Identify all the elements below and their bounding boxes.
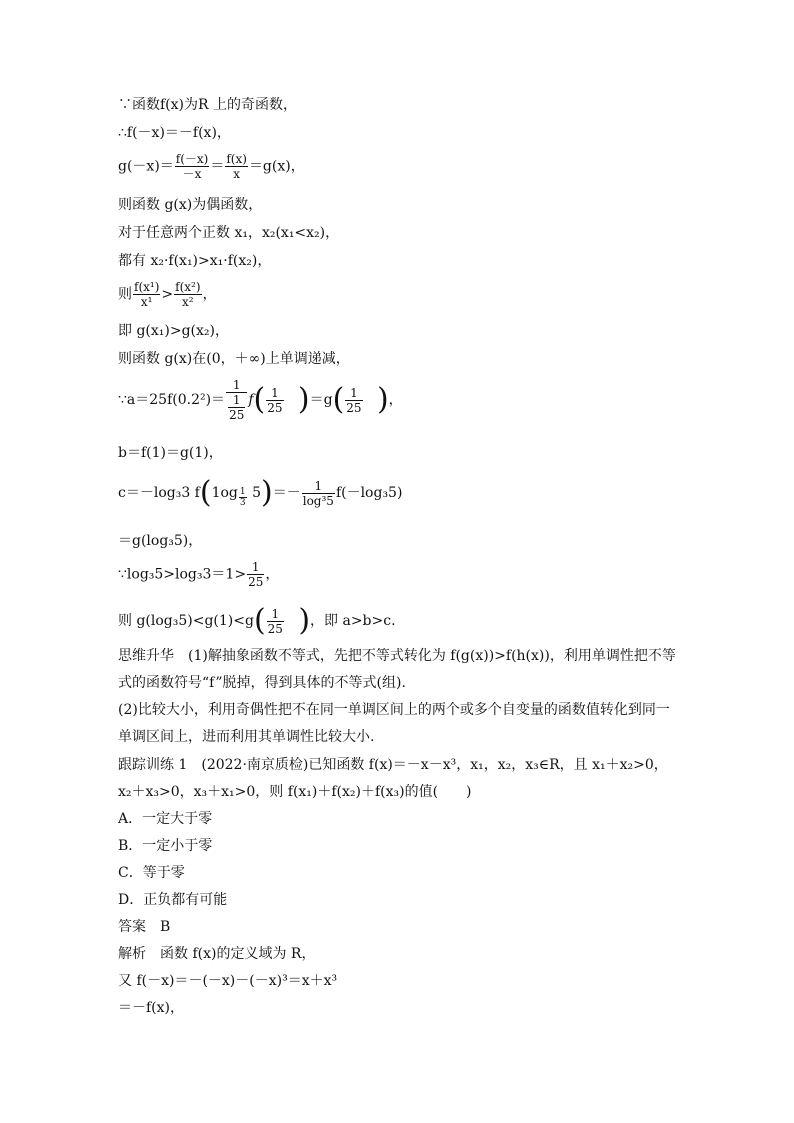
- fraction-numerator: 1: [266, 386, 283, 401]
- text-line: 都有 x₂·f(x₁)>x₁·f(x₂)，: [118, 253, 272, 269]
- text-line: 即 g(x₁)>g(x₂)，: [118, 323, 229, 339]
- eq-text: 则: [118, 286, 132, 303]
- text-line: ∴f(－x)＝－f(x)，: [118, 125, 231, 141]
- summary-paragraph-1: 思维升华 (1)解抽象函数不等式，先把不等式转化为 f(g(x))>f(h(x))，利用单调性把不等式的函数符号“f”脱掉，得到具体的不等式(组).: [118, 648, 676, 691]
- fraction: [225, 152, 248, 181]
- paren: (: [253, 382, 266, 417]
- eq-text: g(－x)＝: [118, 158, 174, 175]
- fraction-denominator: 25: [267, 621, 283, 636]
- eq-text: 1og: [211, 485, 238, 501]
- equation-g-neg-x: [118, 152, 305, 181]
- text-line: 对于任意两个正数 x₁，x₂(x₁<x₂)，: [118, 225, 340, 241]
- option-a: A．一定大于零: [118, 811, 213, 827]
- fraction-denominator: 25: [346, 400, 362, 415]
- eq-text: f(－log₃5): [335, 485, 403, 501]
- fraction-denominator: 25: [229, 408, 245, 422]
- fraction-denominator: x²: [182, 295, 194, 309]
- fraction: [247, 560, 264, 589]
- equation-c: [118, 475, 403, 510]
- text-line: 又 f(－x)＝－(－x)－(－x)³＝x＋x³: [118, 973, 338, 989]
- text-line: 则函数 g(x)在(0，＋∞)上单调递减，: [118, 351, 350, 367]
- eq-text: ，: [388, 392, 403, 408]
- fraction: [302, 479, 335, 508]
- paren: ): [297, 382, 310, 417]
- fraction-denominator: 3: [239, 498, 246, 508]
- fraction-numerator: 1: [302, 479, 335, 494]
- paren: ): [376, 382, 389, 417]
- fraction-numerator: f(x²): [175, 280, 201, 294]
- equation-conclusion: [118, 603, 396, 638]
- fraction-denominator: 25: [248, 575, 264, 589]
- option-d: D．正负都有可能: [118, 892, 228, 908]
- eq-text: 则 g(log₃5)<g(1)<g: [118, 613, 254, 629]
- text-line: ＝－f(x)，: [118, 1000, 185, 1016]
- eq-text: ，: [265, 566, 280, 583]
- eq-text: ，即 a>b>c.: [310, 613, 396, 629]
- answer-line: 答案 B: [118, 919, 171, 935]
- fraction: [267, 607, 284, 636]
- equation-a: [118, 378, 403, 422]
- eq-text: ∵log₃5>log₃3＝1>: [118, 566, 247, 583]
- fraction-numerator: f(x¹): [134, 280, 160, 294]
- fraction-numerator: 1: [228, 393, 245, 408]
- summary-paragraph-2: (2)比较大小，利用奇偶性把不在同一单调区间上的两个或多个自变量的函数值转化到同一单调区间上，进而利用其单调性比较大小.: [118, 702, 670, 745]
- fraction-denominator: [226, 393, 247, 422]
- fraction-denominator: －x: [182, 167, 202, 181]
- paren: (: [253, 603, 266, 638]
- fraction: [226, 378, 247, 422]
- fraction-numerator: 1: [267, 607, 284, 622]
- eq-text: ∵a＝25f(0.2²)＝: [118, 392, 226, 408]
- option-b: B．一定小于零: [118, 838, 213, 854]
- equation-ratio-compare: [118, 280, 217, 309]
- fraction-numerator: f(－x): [175, 152, 209, 166]
- equation-log-compare: [118, 560, 279, 589]
- fraction-denominator: x: [233, 167, 241, 181]
- text-line: ＝g(log₃5)，: [118, 533, 203, 549]
- eq-text: ＝－: [272, 485, 301, 501]
- fraction-numerator: 1: [345, 386, 362, 401]
- eq-text: ＝g: [309, 392, 333, 408]
- text-line: b＝f(1)＝g(1)，: [118, 445, 223, 461]
- eq-text: f: [248, 392, 254, 408]
- paren: (: [332, 382, 345, 417]
- fraction: [133, 280, 160, 309]
- fraction-numerator: 1: [226, 378, 247, 393]
- fraction-denominator: x¹: [140, 295, 153, 309]
- fraction: [239, 487, 247, 508]
- fraction-numerator: 1: [239, 487, 246, 497]
- eq-text: ＝: [210, 158, 225, 175]
- eq-text: c＝－log₃3 f: [118, 485, 200, 501]
- analysis-line: 解析 函数 f(x)的定义域为 R，: [118, 946, 316, 962]
- paren: ): [261, 475, 273, 510]
- text-line: 则函数 g(x)为偶函数，: [118, 197, 263, 213]
- fraction-denominator: 25: [267, 400, 283, 415]
- fraction: [174, 280, 201, 309]
- option-c: C．等于零: [118, 865, 185, 881]
- text-line: ∵函数f(x)为R 上的奇函数，: [118, 97, 297, 113]
- fraction: [228, 393, 245, 422]
- fraction-numerator: 1: [247, 560, 264, 575]
- eq-text: >: [161, 286, 174, 303]
- eq-text: ＝g(x)，: [248, 158, 305, 175]
- fraction: [175, 152, 210, 181]
- fraction: [345, 386, 362, 415]
- fraction-numerator: f(x): [226, 152, 247, 166]
- exercise-question: 跟踪训练 1 (2022·南京质检)已知函数 f(x)＝－x－x³，x₁，x₂，x₃∈R，且 x₁＋x₂>0，x₂＋x₃>0，x₃＋x₁>0，则 f(x₁)＋f(x₂)＋f(x₃)的值( ): [118, 757, 668, 800]
- paren: ): [298, 603, 311, 638]
- fraction: [266, 386, 283, 415]
- fraction-denominator: log³5: [302, 493, 334, 508]
- paren: (: [199, 475, 212, 510]
- eq-text: 5: [252, 485, 262, 501]
- eq-text: ，: [202, 286, 217, 303]
